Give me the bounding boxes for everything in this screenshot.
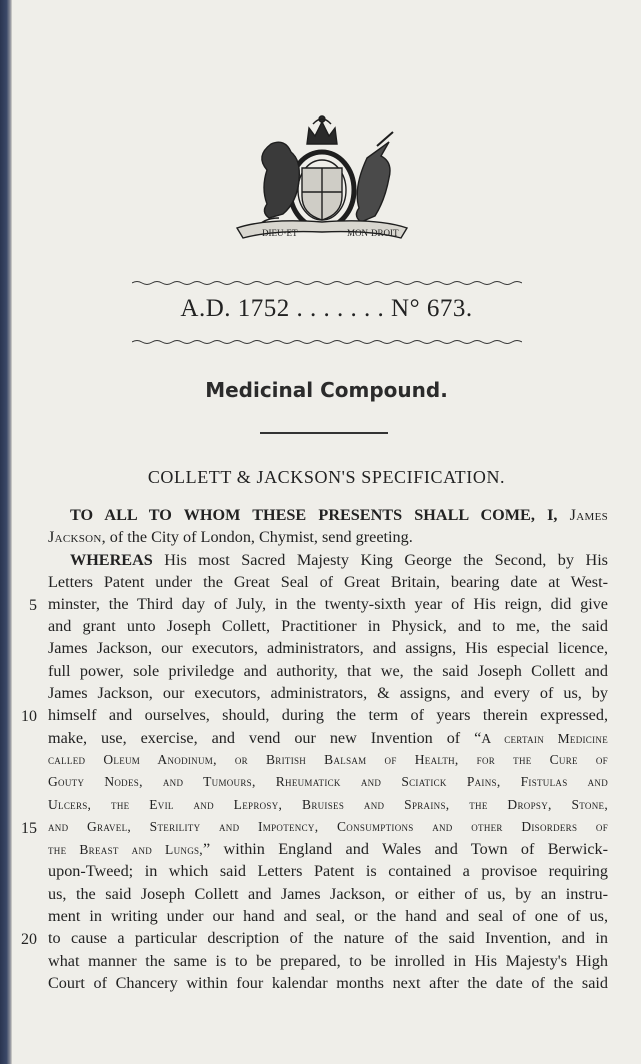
heading-number: N° 673.	[391, 295, 473, 322]
text-line: WHEREAS His most Sacred Majesty King George the Second, by His	[70, 551, 608, 569]
decorative-rule-top	[132, 280, 522, 286]
heading-ad: A.D. 1752	[180, 295, 290, 322]
book-binding-edge	[0, 0, 12, 1064]
text-line: Court of Chancery within four kalendar months next after the date of the said	[48, 974, 608, 992]
text-line: minster, the Third day of July, in the twenty-sixth year of His reign, did give	[48, 595, 608, 613]
text-line: and grant unto Joseph Collett, Practitioner in Physick, and to me, the said	[48, 617, 608, 635]
patent-heading	[12, 295, 641, 323]
heading-dots: . . . . . . .	[296, 295, 385, 322]
text-line: make, use, exercise, and vend our new Invention of “A certain Medicine	[48, 729, 608, 747]
crest-motto-left: DIEU·ET	[262, 228, 298, 238]
text-line: himself and ourselves, should, during the term of years therein expressed,	[48, 706, 608, 724]
text-line: upon-Tweed; in which said Letters Patent is contained a provisoe requiring	[48, 862, 608, 880]
text-line: James Jackson, our executors, administrators, & assigns, and every of us, by	[48, 684, 608, 702]
title-divider	[260, 432, 388, 434]
royal-coat-of-arms	[217, 110, 427, 250]
margin-number: 20	[21, 931, 37, 948]
crest-motto-right: MON·DROIT	[347, 228, 399, 238]
document-title: Medicinal Compound.	[205, 378, 448, 402]
text-line: Ulcers, the Evil and Leprosy, Bruises and Sprains, the Dropsy, Stone,	[48, 797, 608, 812]
text-line: to cause a particular description of the nature of the said Invention, and in	[48, 929, 608, 947]
text-line: Jackson, of the City of London, Chymist, send greeting.	[48, 528, 413, 546]
margin-number: 15	[21, 820, 37, 837]
text-line: and Gravel, Sterility and Impotency, Consumptions and other Disorders of	[48, 819, 608, 834]
text-line: TO ALL TO WHOM THESE PRESENTS SHALL COME, I, James	[70, 506, 609, 524]
margin-number: 5	[29, 597, 37, 614]
text-line: James Jackson, our executors, administrators, and assigns, His especial licence,	[48, 639, 608, 657]
text-line: the Breast and Lungs,” within England and Wales and Town of Berwick-	[48, 840, 608, 858]
document-page	[12, 0, 641, 1064]
decorative-rule-bottom	[132, 339, 522, 345]
margin-number: 10	[21, 708, 37, 725]
text-line: ment in writing under our hand and seal, or the hand and seal of one of us,	[48, 907, 608, 925]
text-line: Gouty Nodes, and Tumours, Rheumatick and Sciatick Pains, Fistulas and	[48, 774, 608, 789]
text-line: full power, sole priviledge and authority, that we, the said Joseph Collett and	[48, 662, 608, 680]
text-line: called Oleum Anodinum, or British Balsam of Health, for the Cure of	[48, 752, 608, 767]
text-line: us, the said Joseph Collett and James Jackson, or either of us, by an instru-	[48, 885, 608, 903]
text-line: what manner the same is to be prepared, to be inrolled in His Majesty's High	[48, 952, 608, 970]
specification-title: COLLETT & JACKSON'S SPECIFICATION.	[147, 467, 506, 487]
text-line: Letters Patent under the Great Seal of Great Britain, bearing date at West-	[48, 573, 608, 591]
